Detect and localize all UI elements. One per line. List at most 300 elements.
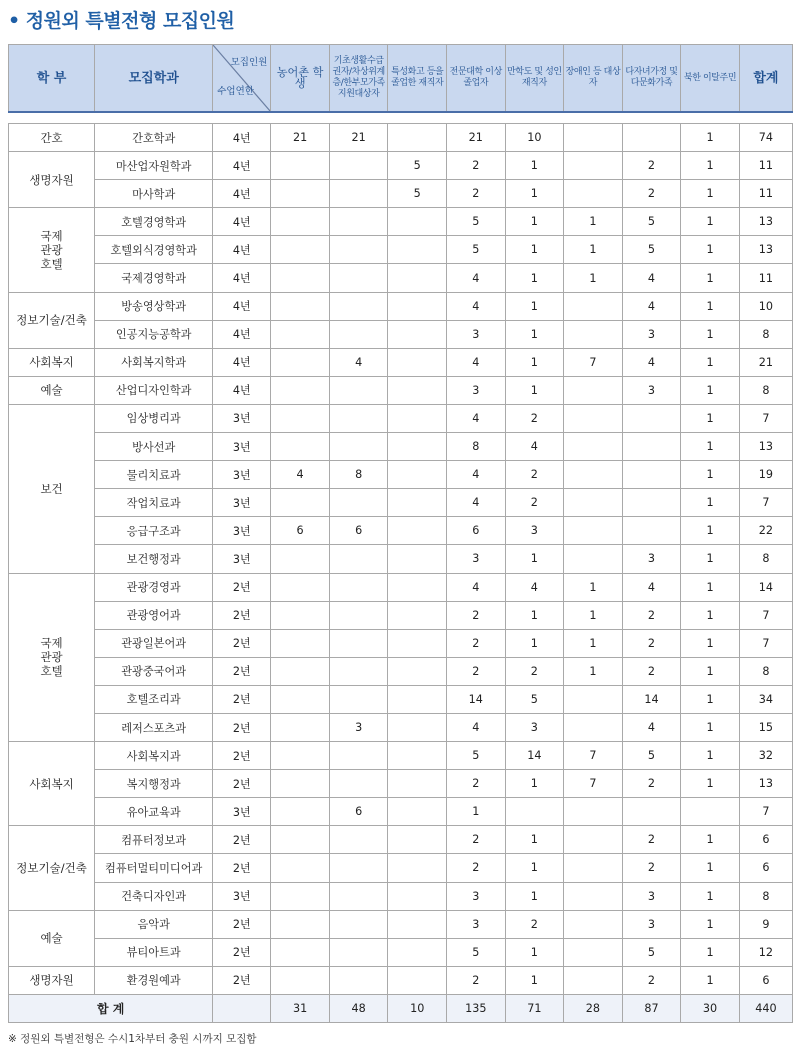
quota-cell [564, 376, 623, 404]
table-row [9, 657, 793, 685]
quota-cell: 4 [271, 461, 330, 489]
department-cell: 국제 관광 호텔 [9, 208, 95, 292]
table-row [9, 854, 793, 882]
major-cell: 컴퓨터멀티미디어과 [95, 854, 213, 882]
quota-cell: 1 [505, 545, 564, 573]
years-cell: 2년 [213, 854, 271, 882]
quota-cell: 1 [681, 404, 740, 432]
row-total-cell: 13 [739, 208, 792, 236]
quota-cell: 1 [505, 854, 564, 882]
row-total-cell: 22 [739, 517, 792, 545]
table-row [9, 573, 793, 601]
quota-cell: 1 [681, 180, 740, 208]
row-total-cell: 7 [739, 629, 792, 657]
quota-cell: 3 [447, 320, 506, 348]
grand-total-cell: 71 [505, 994, 564, 1022]
quota-cell [388, 938, 447, 966]
quota-cell: 1 [505, 882, 564, 910]
row-total-cell: 11 [739, 180, 792, 208]
quota-cell [271, 854, 330, 882]
quota-cell [329, 152, 388, 180]
quota-cell: 4 [622, 292, 681, 320]
quota-cell: 1 [505, 264, 564, 292]
quota-cell [329, 938, 388, 966]
major-cell: 사회복지과 [95, 742, 213, 770]
quota-cell: 1 [681, 517, 740, 545]
quota-cell [622, 124, 681, 152]
quota-cell: 5 [505, 685, 564, 713]
quota-cell [564, 320, 623, 348]
quota-cell [564, 713, 623, 741]
quota-cell: 8 [329, 461, 388, 489]
quota-cell: 4 [447, 713, 506, 741]
department-cell: 생명자원 [9, 152, 95, 208]
quota-cell: 1 [564, 657, 623, 685]
quota-cell [564, 489, 623, 517]
quota-cell [329, 573, 388, 601]
grand-total-label: 합 계 [9, 994, 213, 1022]
quota-cell: 6 [329, 798, 388, 826]
years-cell: 2년 [213, 657, 271, 685]
major-cell: 방사선과 [95, 433, 213, 461]
quota-cell: 2 [447, 180, 506, 208]
years-cell: 3년 [213, 461, 271, 489]
quota-cell: 3 [447, 882, 506, 910]
quota-cell: 4 [622, 573, 681, 601]
quota-cell: 3 [447, 910, 506, 938]
page-title: • 정원외 특별전형 모집인원 [8, 10, 235, 32]
grand-total-cell: 48 [329, 994, 388, 1022]
row-total-cell: 13 [739, 433, 792, 461]
row-total-cell: 7 [739, 489, 792, 517]
years-cell: 2년 [213, 826, 271, 854]
quota-cell [329, 292, 388, 320]
row-total-cell: 6 [739, 966, 792, 994]
quota-cell: 2 [505, 910, 564, 938]
quota-cell [329, 236, 388, 264]
years-cell: 4년 [213, 152, 271, 180]
major-cell: 인공지능공학과 [95, 320, 213, 348]
quota-cell: 1 [681, 461, 740, 489]
table-row [9, 601, 793, 629]
quota-cell [329, 770, 388, 798]
department-cell: 정보기술/건축 [9, 826, 95, 910]
quota-cell [329, 545, 388, 573]
quota-cell: 2 [505, 657, 564, 685]
quota-cell: 3 [447, 545, 506, 573]
quota-cell [388, 461, 447, 489]
table-row [9, 264, 793, 292]
quota-cell: 1 [505, 236, 564, 264]
quota-cell: 10 [505, 124, 564, 152]
quota-cell [564, 966, 623, 994]
years-cell: 4년 [213, 236, 271, 264]
quota-cell: 1 [681, 573, 740, 601]
quota-cell [388, 629, 447, 657]
header-specialized-hs: 특성화고 등을 졸업한 재직자 [388, 45, 447, 113]
quota-cell: 2 [505, 489, 564, 517]
quota-cell [271, 826, 330, 854]
quota-cell [271, 236, 330, 264]
row-total-cell: 6 [739, 826, 792, 854]
quota-cell: 1 [564, 573, 623, 601]
quota-cell: 6 [447, 517, 506, 545]
major-cell: 임상병리과 [95, 404, 213, 432]
department-cell: 국제 관광 호텔 [9, 573, 95, 742]
row-total-cell: 8 [739, 657, 792, 685]
quota-cell [329, 910, 388, 938]
quota-cell [271, 573, 330, 601]
quota-cell: 4 [447, 348, 506, 376]
quota-cell: 1 [681, 770, 740, 798]
quota-cell [564, 292, 623, 320]
quota-cell [564, 882, 623, 910]
table-row [9, 517, 793, 545]
quota-cell: 4 [447, 264, 506, 292]
quota-cell: 2 [622, 770, 681, 798]
years-cell: 2년 [213, 685, 271, 713]
quota-cell [622, 404, 681, 432]
quota-cell [564, 461, 623, 489]
quota-cell: 1 [505, 348, 564, 376]
quota-cell: 3 [622, 376, 681, 404]
major-cell: 건축디자인과 [95, 882, 213, 910]
quota-cell: 4 [622, 713, 681, 741]
quota-cell [271, 433, 330, 461]
quota-cell [388, 208, 447, 236]
quota-cell: 1 [681, 713, 740, 741]
quota-cell: 1 [505, 292, 564, 320]
table-row [9, 910, 793, 938]
department-cell: 예술 [9, 910, 95, 966]
header-department: 학 부 [9, 45, 95, 113]
quota-cell: 2 [622, 180, 681, 208]
quota-cell [329, 208, 388, 236]
quota-cell: 1 [681, 320, 740, 348]
years-cell: 2년 [213, 629, 271, 657]
major-cell: 레저스포츠과 [95, 713, 213, 741]
quota-cell [505, 798, 564, 826]
quota-cell [564, 124, 623, 152]
quota-cell: 4 [447, 489, 506, 517]
quota-cell: 1 [681, 826, 740, 854]
quota-cell [271, 882, 330, 910]
quota-cell: 1 [681, 685, 740, 713]
quota-cell: 1 [681, 882, 740, 910]
years-cell: 4년 [213, 264, 271, 292]
grand-total-cell: 135 [447, 994, 506, 1022]
quota-cell: 5 [447, 742, 506, 770]
quota-cell [564, 152, 623, 180]
major-cell: 관광중국어과 [95, 657, 213, 685]
quota-cell: 2 [622, 629, 681, 657]
quota-cell [388, 713, 447, 741]
major-cell: 관광경영과 [95, 573, 213, 601]
table-row [9, 236, 793, 264]
header-late-learners: 만학도 및 성인재직자 [505, 45, 564, 113]
years-cell: 2년 [213, 573, 271, 601]
quota-cell: 6 [271, 517, 330, 545]
row-total-cell: 8 [739, 376, 792, 404]
years-cell: 3년 [213, 798, 271, 826]
quota-cell: 1 [505, 152, 564, 180]
quota-cell: 1 [681, 629, 740, 657]
quota-cell: 1 [564, 236, 623, 264]
grand-total-sum: 440 [739, 994, 792, 1022]
years-cell: 3년 [213, 882, 271, 910]
row-total-cell: 8 [739, 545, 792, 573]
quota-cell: 2 [622, 601, 681, 629]
quota-cell [271, 292, 330, 320]
table-row [9, 489, 793, 517]
table-row [9, 348, 793, 376]
quota-cell: 7 [564, 770, 623, 798]
quota-cell: 4 [505, 573, 564, 601]
quota-cell [271, 320, 330, 348]
years-cell: 4년 [213, 376, 271, 404]
years-cell: 4년 [213, 292, 271, 320]
quota-cell: 5 [622, 742, 681, 770]
quota-cell [564, 685, 623, 713]
quota-cell: 3 [505, 517, 564, 545]
years-cell: 4년 [213, 124, 271, 152]
table-header-row [9, 45, 793, 113]
quota-cell: 1 [564, 629, 623, 657]
quota-cell: 2 [505, 404, 564, 432]
row-total-cell: 11 [739, 264, 792, 292]
row-total-cell: 11 [739, 152, 792, 180]
grand-total-row [9, 994, 793, 1022]
major-cell: 환경원예과 [95, 966, 213, 994]
department-cell: 생명자원 [9, 966, 95, 994]
table-row [9, 713, 793, 741]
quota-cell: 1 [681, 938, 740, 966]
header-years: 수업연한 [217, 86, 254, 97]
quota-cell: 4 [329, 348, 388, 376]
quota-cell: 4 [447, 404, 506, 432]
row-total-cell: 19 [739, 461, 792, 489]
quota-cell: 2 [447, 966, 506, 994]
major-cell: 음악과 [95, 910, 213, 938]
quota-cell: 4 [447, 573, 506, 601]
row-total-cell: 14 [739, 573, 792, 601]
quota-cell [564, 433, 623, 461]
quota-cell [271, 910, 330, 938]
quota-cell: 21 [447, 124, 506, 152]
table-row [9, 461, 793, 489]
quota-cell [388, 685, 447, 713]
row-total-cell: 8 [739, 882, 792, 910]
quota-cell: 7 [564, 742, 623, 770]
quota-cell [271, 601, 330, 629]
quota-cell [388, 404, 447, 432]
header-quota: 모집인원 [230, 57, 268, 68]
years-cell: 2년 [213, 742, 271, 770]
header-disabled: 장애인 등 대상자 [564, 45, 623, 113]
header-multichild-multicultural: 다자녀가정 및 다문화가족 [622, 45, 681, 113]
table-row [9, 742, 793, 770]
quota-cell: 1 [505, 601, 564, 629]
quota-cell [388, 770, 447, 798]
years-cell: 3년 [213, 517, 271, 545]
major-cell: 호텔경영학과 [95, 208, 213, 236]
quota-cell: 6 [329, 517, 388, 545]
quota-cell: 4 [447, 292, 506, 320]
quota-cell [329, 882, 388, 910]
quota-cell: 5 [447, 208, 506, 236]
major-cell: 간호학과 [95, 124, 213, 152]
quota-cell: 14 [622, 685, 681, 713]
quota-cell: 4 [505, 433, 564, 461]
quota-cell: 1 [505, 376, 564, 404]
quota-cell: 5 [388, 152, 447, 180]
years-cell: 2년 [213, 910, 271, 938]
quota-cell [564, 517, 623, 545]
quota-cell: 1 [505, 629, 564, 657]
header-basic-livelihood: 기초생활수급권자/차상위계층/한부모가족 지원대상자 [329, 45, 388, 113]
table-row [9, 208, 793, 236]
department-cell: 사회복지 [9, 348, 95, 376]
quota-cell [271, 348, 330, 376]
quota-cell: 1 [681, 910, 740, 938]
quota-cell: 5 [622, 236, 681, 264]
major-cell: 관광일본어과 [95, 629, 213, 657]
quota-cell [622, 461, 681, 489]
quota-cell: 8 [447, 433, 506, 461]
quota-cell: 2 [447, 152, 506, 180]
quota-cell: 3 [447, 376, 506, 404]
years-cell: 3년 [213, 489, 271, 517]
quota-cell [564, 545, 623, 573]
row-total-cell: 10 [739, 292, 792, 320]
quota-cell [271, 629, 330, 657]
quota-cell [622, 798, 681, 826]
table-row [9, 292, 793, 320]
quota-cell [271, 152, 330, 180]
table-body [9, 112, 793, 1023]
quota-cell [388, 910, 447, 938]
quota-cell: 1 [505, 180, 564, 208]
quota-cell: 1 [447, 798, 506, 826]
quota-cell [329, 657, 388, 685]
quota-cell: 2 [505, 461, 564, 489]
header-major: 모집학과 [95, 45, 213, 113]
grand-total-cell: 87 [622, 994, 681, 1022]
quota-cell [388, 882, 447, 910]
quota-cell: 1 [681, 657, 740, 685]
quota-cell [388, 657, 447, 685]
quota-cell [271, 938, 330, 966]
row-total-cell: 8 [739, 320, 792, 348]
quota-cell [564, 910, 623, 938]
table-row [9, 966, 793, 994]
quota-cell [329, 489, 388, 517]
major-cell: 산업디자인학과 [95, 376, 213, 404]
grand-total-years-cell [213, 994, 271, 1022]
quota-cell [388, 601, 447, 629]
quota-cell: 2 [447, 826, 506, 854]
quota-cell: 21 [329, 124, 388, 152]
quota-cell [271, 264, 330, 292]
quota-cell: 1 [681, 601, 740, 629]
major-cell: 방송영상학과 [95, 292, 213, 320]
row-total-cell: 74 [739, 124, 792, 152]
quota-cell [329, 180, 388, 208]
quota-cell: 2 [447, 770, 506, 798]
quota-cell: 1 [681, 152, 740, 180]
quota-cell [388, 124, 447, 152]
quota-cell: 1 [505, 770, 564, 798]
quota-cell: 3 [329, 713, 388, 741]
quota-cell [388, 348, 447, 376]
quota-cell [329, 264, 388, 292]
years-cell: 2년 [213, 938, 271, 966]
quota-cell: 4 [447, 461, 506, 489]
quota-cell: 1 [681, 854, 740, 882]
years-cell: 3년 [213, 545, 271, 573]
grand-total-cell: 31 [271, 994, 330, 1022]
row-total-cell: 7 [739, 798, 792, 826]
quota-cell: 1 [681, 208, 740, 236]
quota-cell [388, 320, 447, 348]
quota-cell: 1 [505, 208, 564, 236]
table-row [9, 433, 793, 461]
table-row [9, 545, 793, 573]
quota-cell: 1 [681, 292, 740, 320]
quota-cell: 5 [447, 938, 506, 966]
quota-cell: 1 [681, 264, 740, 292]
quota-cell: 2 [622, 826, 681, 854]
quota-cell: 1 [681, 545, 740, 573]
quota-cell [564, 798, 623, 826]
quota-cell: 1 [681, 489, 740, 517]
quota-cell [271, 545, 330, 573]
quota-cell: 3 [622, 320, 681, 348]
table-row [9, 798, 793, 826]
quota-cell [388, 433, 447, 461]
quota-cell [388, 826, 447, 854]
quota-cell: 2 [447, 601, 506, 629]
quota-cell [271, 404, 330, 432]
quota-cell [329, 826, 388, 854]
major-cell: 마사학과 [95, 180, 213, 208]
quota-cell [681, 798, 740, 826]
table-row [9, 770, 793, 798]
quota-cell: 3 [622, 545, 681, 573]
quota-cell: 1 [681, 433, 740, 461]
table-row [9, 180, 793, 208]
quota-cell [329, 742, 388, 770]
quota-cell [271, 208, 330, 236]
major-cell: 작업치료과 [95, 489, 213, 517]
quota-cell: 1 [681, 236, 740, 264]
row-total-cell: 13 [739, 770, 792, 798]
quota-cell [271, 657, 330, 685]
department-cell: 사회복지 [9, 742, 95, 826]
table-row [9, 404, 793, 432]
quota-cell: 5 [622, 938, 681, 966]
quota-cell [388, 376, 447, 404]
row-total-cell: 7 [739, 601, 792, 629]
quota-cell: 7 [564, 348, 623, 376]
row-total-cell: 15 [739, 713, 792, 741]
header-north-korean-defectors: 북한 이탈주민 [681, 45, 740, 113]
quota-cell [388, 742, 447, 770]
quota-cell [271, 742, 330, 770]
quota-cell: 1 [681, 742, 740, 770]
quota-cell [271, 966, 330, 994]
major-cell: 관광영어과 [95, 601, 213, 629]
